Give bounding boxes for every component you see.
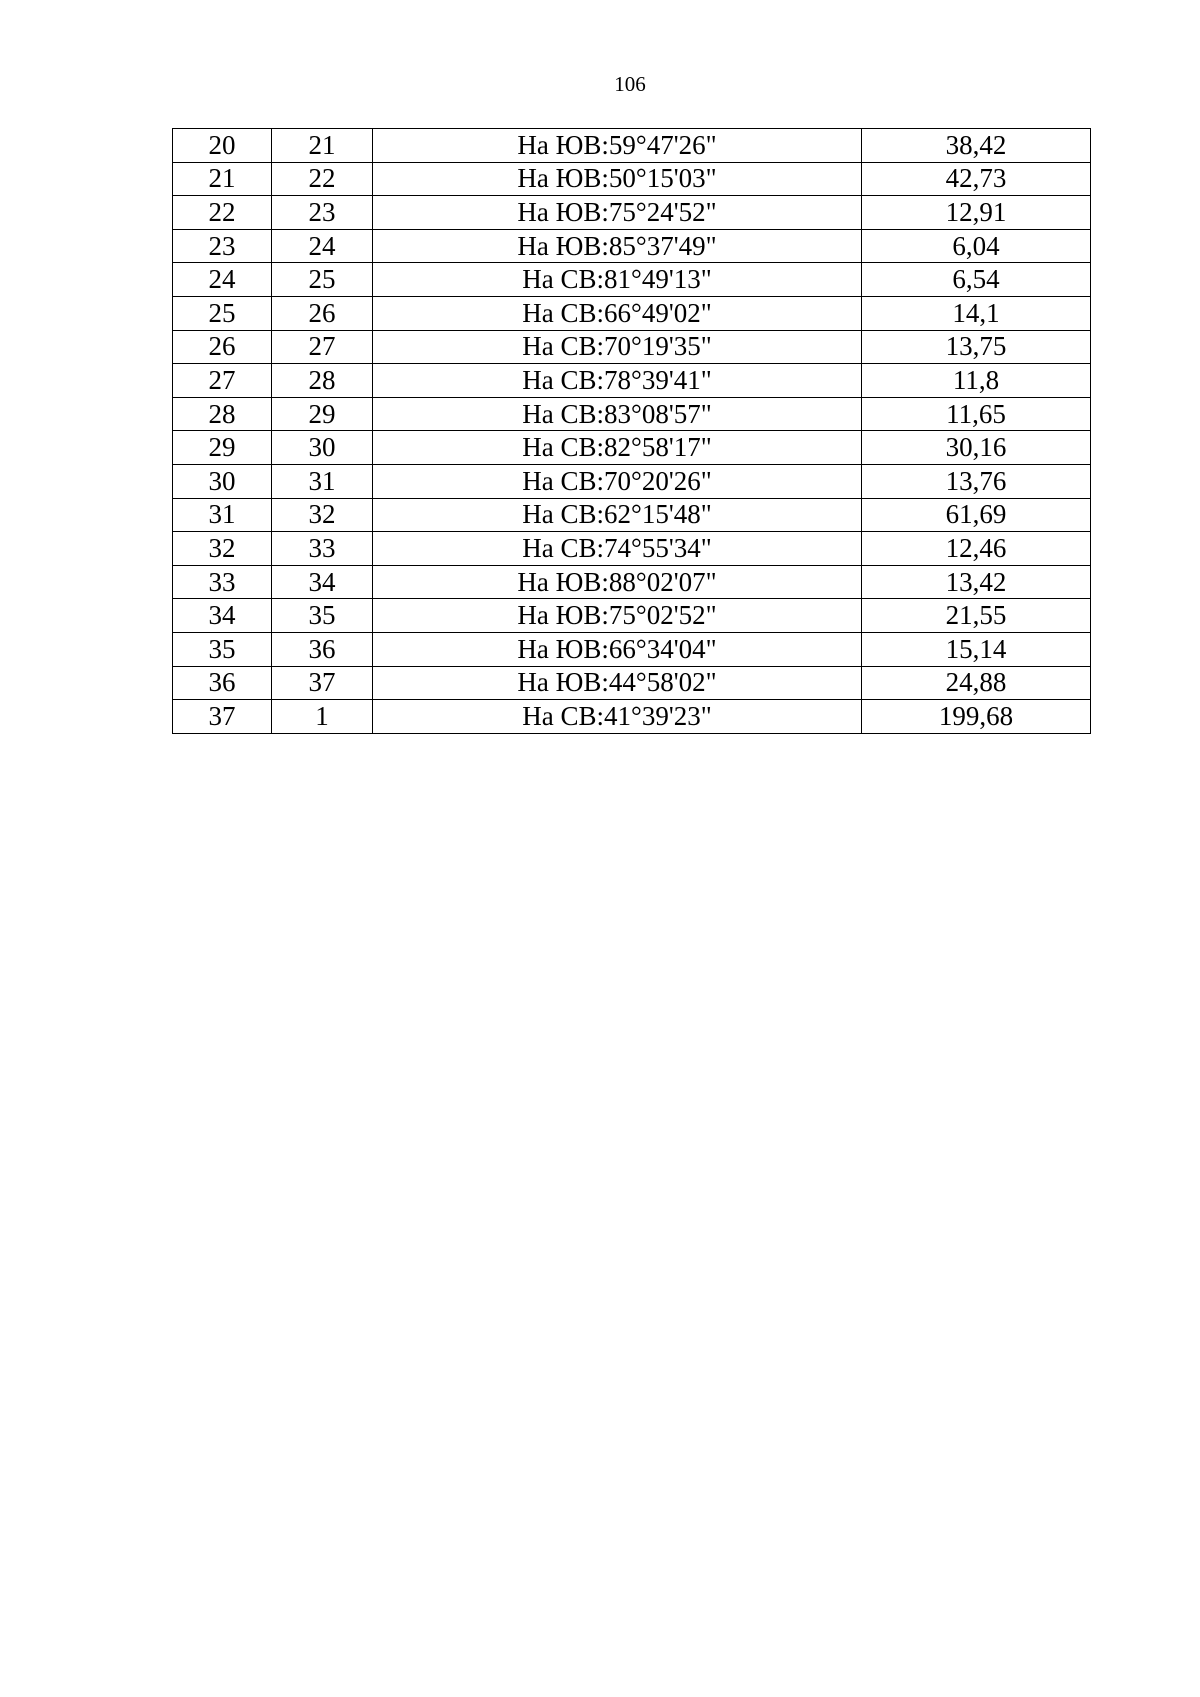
table-row <box>173 397 1091 431</box>
length-cell: 11,8 <box>862 364 1091 398</box>
bearing-cell: На ЮВ:88°02'07" <box>373 565 862 599</box>
bearing-cell: На СВ:41°39'23" <box>373 700 862 734</box>
bearing-cell: На СВ:82°58'17" <box>373 431 862 465</box>
to-point-cell: 24 <box>272 229 373 263</box>
from-point-cell: 27 <box>173 364 272 398</box>
table-row <box>173 632 1091 666</box>
from-point-cell: 25 <box>173 296 272 330</box>
length-cell: 12,91 <box>862 196 1091 230</box>
to-point-cell: 27 <box>272 330 373 364</box>
bearing-cell: На СВ:74°55'34" <box>373 532 862 566</box>
to-point-cell: 21 <box>272 129 373 163</box>
length-cell: 42,73 <box>862 162 1091 196</box>
from-point-cell: 34 <box>173 599 272 633</box>
table-row <box>173 263 1091 297</box>
length-cell: 199,68 <box>862 700 1091 734</box>
table-row <box>173 700 1091 734</box>
to-point-cell: 1 <box>272 700 373 734</box>
to-point-cell: 35 <box>272 599 373 633</box>
length-cell: 30,16 <box>862 431 1091 465</box>
length-cell: 14,1 <box>862 296 1091 330</box>
from-point-cell: 33 <box>173 565 272 599</box>
table-body <box>173 129 1091 734</box>
table-row <box>173 364 1091 398</box>
bearing-cell: На СВ:81°49'13" <box>373 263 862 297</box>
to-point-cell: 28 <box>272 364 373 398</box>
to-point-cell: 36 <box>272 632 373 666</box>
to-point-cell: 30 <box>272 431 373 465</box>
length-cell: 13,75 <box>862 330 1091 364</box>
page-number: 106 <box>614 72 646 96</box>
bearing-cell: На СВ:83°08'57" <box>373 397 862 431</box>
bearing-cell: На ЮВ:44°58'02" <box>373 666 862 700</box>
bearing-cell: На ЮВ:75°24'52" <box>373 196 862 230</box>
from-point-cell: 21 <box>173 162 272 196</box>
table-row <box>173 196 1091 230</box>
to-point-cell: 22 <box>272 162 373 196</box>
bearing-cell: На СВ:70°19'35" <box>373 330 862 364</box>
length-cell: 13,42 <box>862 565 1091 599</box>
length-cell: 15,14 <box>862 632 1091 666</box>
from-point-cell: 30 <box>173 464 272 498</box>
table-row <box>173 666 1091 700</box>
bearing-cell: На ЮВ:75°02'52" <box>373 599 862 633</box>
bearing-cell: На ЮВ:66°34'04" <box>373 632 862 666</box>
to-point-cell: 29 <box>272 397 373 431</box>
bearing-cell: На ЮВ:85°37'49" <box>373 229 862 263</box>
from-point-cell: 20 <box>173 129 272 163</box>
from-point-cell: 35 <box>173 632 272 666</box>
from-point-cell: 26 <box>173 330 272 364</box>
length-cell: 11,65 <box>862 397 1091 431</box>
table-row <box>173 565 1091 599</box>
to-point-cell: 37 <box>272 666 373 700</box>
table-row <box>173 162 1091 196</box>
from-point-cell: 28 <box>173 397 272 431</box>
from-point-cell: 37 <box>173 700 272 734</box>
to-point-cell: 26 <box>272 296 373 330</box>
bearing-cell: На СВ:70°20'26" <box>373 464 862 498</box>
to-point-cell: 25 <box>272 263 373 297</box>
table-row <box>173 431 1091 465</box>
bearing-cell: На ЮВ:50°15'03" <box>373 162 862 196</box>
table-row <box>173 464 1091 498</box>
length-cell: 24,88 <box>862 666 1091 700</box>
from-point-cell: 24 <box>173 263 272 297</box>
from-point-cell: 32 <box>173 532 272 566</box>
bearing-cell: На СВ:78°39'41" <box>373 364 862 398</box>
bearing-cell: На СВ:62°15'48" <box>373 498 862 532</box>
length-cell: 6,04 <box>862 229 1091 263</box>
length-cell: 13,76 <box>862 464 1091 498</box>
from-point-cell: 31 <box>173 498 272 532</box>
to-point-cell: 31 <box>272 464 373 498</box>
table-row <box>173 532 1091 566</box>
table-row <box>173 129 1091 163</box>
table-row <box>173 599 1091 633</box>
bearing-cell: На СВ:66°49'02" <box>373 296 862 330</box>
from-point-cell: 22 <box>173 196 272 230</box>
from-point-cell: 29 <box>173 431 272 465</box>
from-point-cell: 23 <box>173 229 272 263</box>
length-cell: 21,55 <box>862 599 1091 633</box>
bearing-cell: На ЮВ:59°47'26" <box>373 129 862 163</box>
table-row <box>173 330 1091 364</box>
length-cell: 61,69 <box>862 498 1091 532</box>
length-cell: 6,54 <box>862 263 1091 297</box>
to-point-cell: 33 <box>272 532 373 566</box>
table-row <box>173 498 1091 532</box>
to-point-cell: 34 <box>272 565 373 599</box>
to-point-cell: 23 <box>272 196 373 230</box>
table-row <box>173 296 1091 330</box>
from-point-cell: 36 <box>173 666 272 700</box>
to-point-cell: 32 <box>272 498 373 532</box>
bearings-table <box>172 128 1091 734</box>
table-row <box>173 229 1091 263</box>
length-cell: 38,42 <box>862 129 1091 163</box>
length-cell: 12,46 <box>862 532 1091 566</box>
